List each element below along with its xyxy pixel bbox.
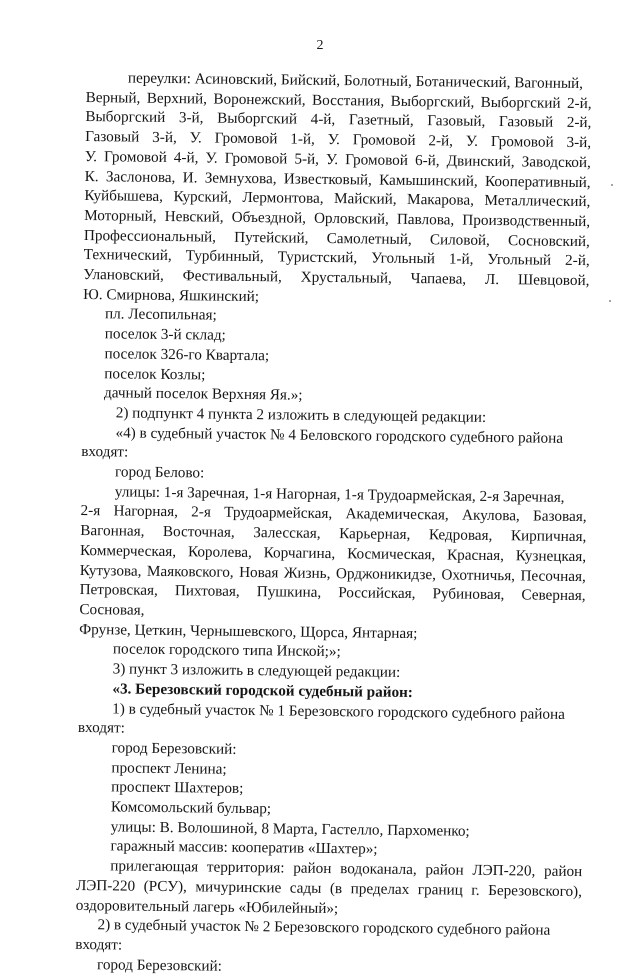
text-line: проспект Шахтеров; — [111, 778, 244, 798]
text-line: 2) в судебный участок № 2 Березовского городского судебного района — [97, 916, 551, 939]
text-line: Ю. Смирнова, Яшкинский; — [83, 285, 260, 305]
text-line: входят: — [77, 719, 125, 737]
scan-speck — [611, 184, 613, 186]
text-line: прилегающая территория: район водоканала, район ЛЭП-220, район — [110, 857, 583, 881]
text-line: входят: — [75, 935, 123, 954]
text-line: Фрунзе, Цеткин, Чернышевского, Щорса, Янтарная; — [79, 620, 418, 642]
text-line: К. Заслонова, И. Земнухова, Известковый, Камышинский, Кооперативный, — [84, 167, 591, 191]
section-heading: «3. Березовский городской судебный район: — [112, 680, 414, 701]
text-line: Технический, Турбинный, Туристский, Угольный 1-й, Угольный 2-й, — [83, 246, 590, 270]
text-line: Профессиональный, Путейский, Самолетный, Силовой, Сосновский, — [83, 226, 591, 250]
text-line: У. Громовой 4-й, У. Громовой 5-й, У. Громовой 6-й, Двинский, Заводской, — [84, 147, 591, 171]
text-line: Газовый 3-й, У. Громовой 1-й, У. Громовой 2-й, У. Громовой 3-й, — [85, 128, 592, 152]
text-line: Вагонная, Восточная, Залесская, Карьерная, Кедровая, Кирпичная, — [80, 522, 587, 546]
text-line: поселок 3-й склад; — [104, 325, 226, 344]
text-line: поселок городского типа Инской;»; — [112, 640, 341, 661]
text-line: проспект Ленина; — [111, 758, 227, 778]
text-line: Выборгский 3-й, Выборгский 4-й, Газетный, Газовый, Газовый 2-й, — [85, 108, 592, 132]
text-line: Куйбышева, Курский, Лермонтова, Майский, Макарова, Металлический, — [84, 187, 591, 211]
text-line: 2-я Нагорная, 2-я Трудоармейская, Академическая, Акулова, Базовая, — [80, 502, 587, 526]
text-line: переулки: Асиновский, Бийский, Болотный, Ботанический, Вагонный, — [127, 69, 584, 93]
text-line: пл. Лесопильная; — [104, 305, 217, 325]
text-line: «4) в судебный участок № 4 Беловского городского судебного района — [115, 424, 564, 447]
text-line: 1) в судебный участок № 1 Березовского городского судебного района — [112, 699, 566, 723]
text-line: Кутузова, Маяковского, Новая Жизнь, Орджоникидзе, Охотничья, Песочная, — [79, 561, 586, 585]
text-line: оздоровительный лагерь «Юбилейный»; — [75, 896, 339, 917]
text-line: улицы: В. Волошиной, 8 Марта, Гастелло, Пархоменко; — [110, 818, 470, 840]
document-body — [75, 68, 592, 980]
page-number: 2 — [316, 38, 324, 53]
text-line: ЛЭП-220 (РСУ), мичуринские сады (в пределах границ г. Березовского), — [75, 876, 583, 900]
text-line: гаражный массив: кооператив «Шахтер»; — [110, 837, 378, 859]
text-line: поселок 326-го Квартала; — [104, 345, 270, 365]
text-line: город Березовский: — [111, 739, 237, 758]
text-line: Петровская, Пихтовая, Пушкина, Российская, Рубиновая, Северная, Сосновая, — [79, 581, 586, 619]
text-line: Улановский, Фестивальный, Хрустальный, Чапаева, Л. Шевцовой, — [83, 266, 590, 290]
text-line: 2) подпункт 4 пункта 2 изложить в следующей редакции: — [115, 404, 487, 426]
text-line: дачный поселок Верхняя Яя.»; — [103, 384, 303, 404]
text-line: Верный, Верхний, Воронежский, Восстания, Выборгский, Выборгский 2-й, — [85, 88, 592, 112]
text-line: Моторный, Невский, Объездной, Орловский, Павлова, Производственный, — [84, 206, 591, 231]
text-line: Коммерческая, Королева, Корчагина, Космическая, Красная, Кузнецкая, — [80, 541, 587, 566]
scan-speck — [609, 300, 611, 302]
text-line: 3) пункт 3 изложить в следующей редакции: — [112, 660, 401, 681]
text-line: улицы: 1-я Заречная, 1-я Нагорная, 1-я Трудоармейская, 2-я Заречная, — [114, 483, 565, 506]
text-line: поселок Козлы; — [104, 364, 206, 384]
text-line: Комсомольский бульвар; — [110, 798, 272, 818]
text-line: город Березовский: — [96, 955, 223, 975]
text-line: входят: — [81, 443, 129, 461]
text-line: город Белово: — [114, 463, 205, 482]
